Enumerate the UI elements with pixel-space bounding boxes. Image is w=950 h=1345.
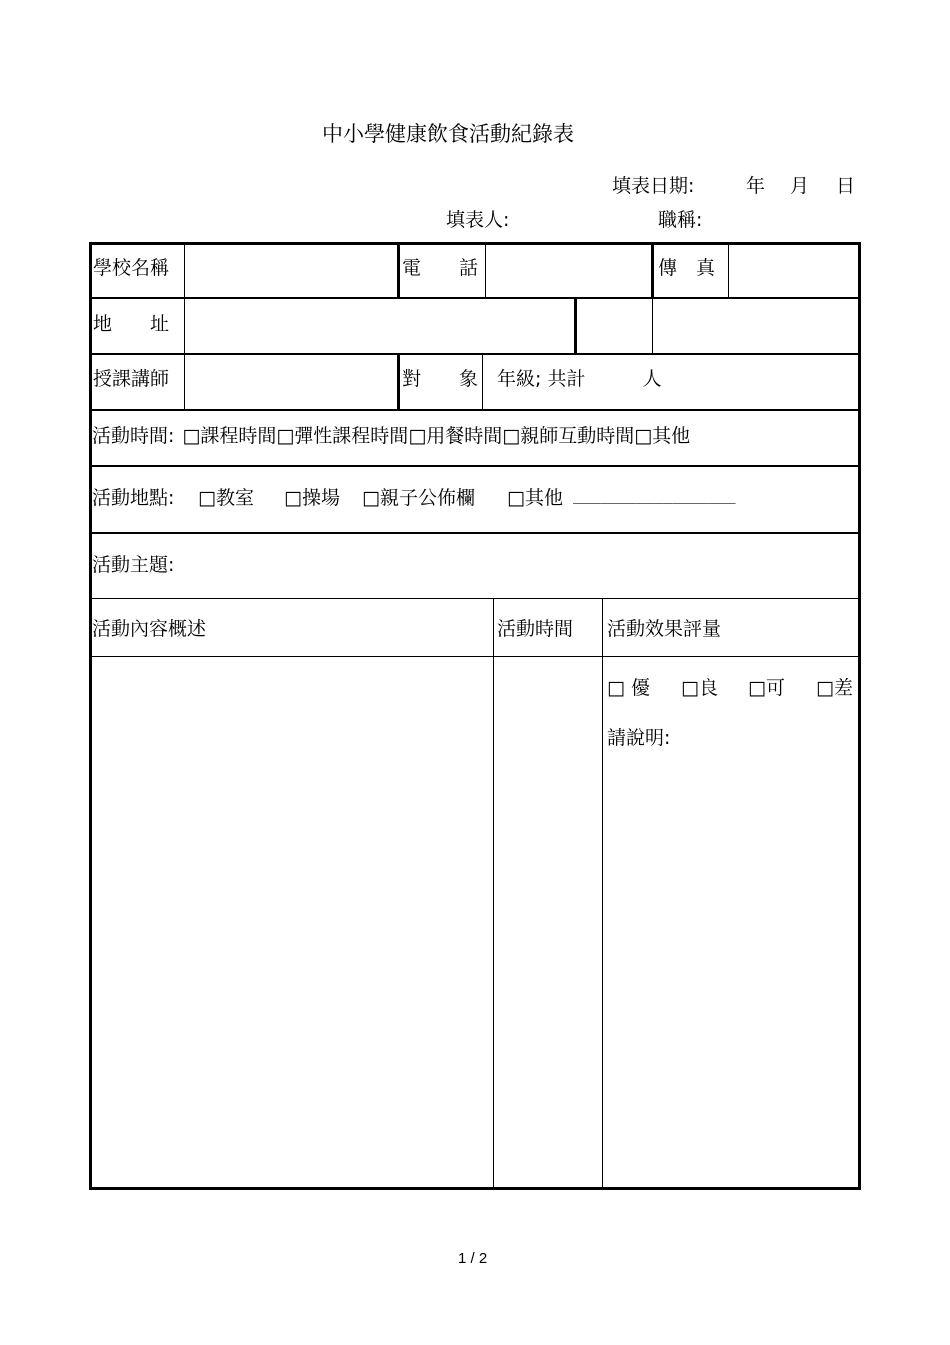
row-line: [89, 465, 861, 467]
col-line: [728, 242, 729, 299]
explain-label: 請說明:: [607, 727, 671, 749]
row-line: [89, 656, 861, 657]
time-header: 活動時間: [497, 618, 574, 640]
activity-location-label: 活動地點:: [92, 487, 175, 509]
page-number: 1 / 2: [458, 1250, 488, 1267]
col-line: [485, 242, 486, 299]
rating-option-poor[interactable]: □差: [816, 677, 853, 699]
fill-date-label: 填表日期:: [612, 175, 695, 197]
fax-label: 傳 真: [658, 257, 716, 279]
activity-theme-label: 活動主題:: [92, 554, 175, 576]
row-line: [89, 532, 861, 534]
address-label: 地 址: [93, 313, 170, 335]
table-border-bottom: [89, 1187, 861, 1190]
time-option-course[interactable]: □課程時間: [182, 425, 277, 447]
month-label: 月: [790, 175, 810, 197]
location-option-bulletin[interactable]: □親子公佈欄: [362, 487, 475, 509]
rating-option-good[interactable]: □良: [681, 677, 718, 699]
job-title-label: 職稱:: [658, 209, 703, 231]
col-line: [397, 353, 400, 411]
activity-time-label: 活動時間:: [92, 425, 175, 447]
target-label: 對 象: [402, 368, 479, 390]
fax-field[interactable]: [730, 245, 857, 297]
time-option-other[interactable]: □其他: [634, 425, 691, 447]
activity-time-row: [92, 427, 690, 446]
target-value[interactable]: 年級; 共計 人: [497, 368, 662, 390]
school-name-field[interactable]: [186, 245, 396, 297]
col-line: [574, 297, 577, 355]
col-line: [493, 598, 494, 1189]
time-option-parent-teacher[interactable]: □親師互動時間: [502, 425, 635, 447]
col-line: [397, 242, 400, 299]
phone-label: 電 話: [402, 257, 479, 279]
year-label: 年: [746, 175, 766, 197]
address-field[interactable]: [186, 299, 573, 352]
col-line: [652, 297, 653, 355]
content-description-field[interactable]: [92, 658, 492, 1186]
location-other-blank[interactable]: __________________: [573, 486, 736, 504]
col-line: [184, 353, 185, 411]
location-option-other[interactable]: □其他: [507, 487, 563, 509]
rating-option-excellent[interactable]: □ 優: [607, 677, 650, 699]
instructor-field[interactable]: [186, 355, 396, 408]
col-line: [602, 598, 603, 1189]
col-line: [184, 242, 185, 299]
instructor-label: 授課講師: [93, 368, 170, 390]
rating-option-fair[interactable]: □可: [748, 677, 785, 699]
row-line: [89, 598, 861, 599]
time-option-meal[interactable]: □用餐時間: [408, 425, 503, 447]
row-line: [89, 409, 861, 411]
location-option-classroom[interactable]: □教室: [198, 487, 254, 509]
activity-time-field[interactable]: [495, 658, 601, 1186]
school-name-label: 學校名稱: [93, 257, 170, 279]
col-line: [651, 242, 654, 299]
col-line: [184, 297, 185, 355]
location-option-playground[interactable]: □操場: [284, 487, 340, 509]
table-border-right: [858, 242, 861, 1190]
content-header: 活動內容概述: [92, 618, 207, 640]
activity-time-options[interactable]: [182, 425, 690, 447]
time-option-flexible[interactable]: □彈性課程時間: [276, 425, 409, 447]
day-label: 日: [836, 175, 856, 197]
filler-label: 填表人:: [446, 209, 510, 231]
col-line: [482, 353, 483, 411]
evaluation-header: 活動效果評量: [607, 618, 722, 640]
phone-field[interactable]: [487, 245, 650, 297]
page-title: 中小學健康飲食活動紀錄表: [322, 122, 574, 146]
